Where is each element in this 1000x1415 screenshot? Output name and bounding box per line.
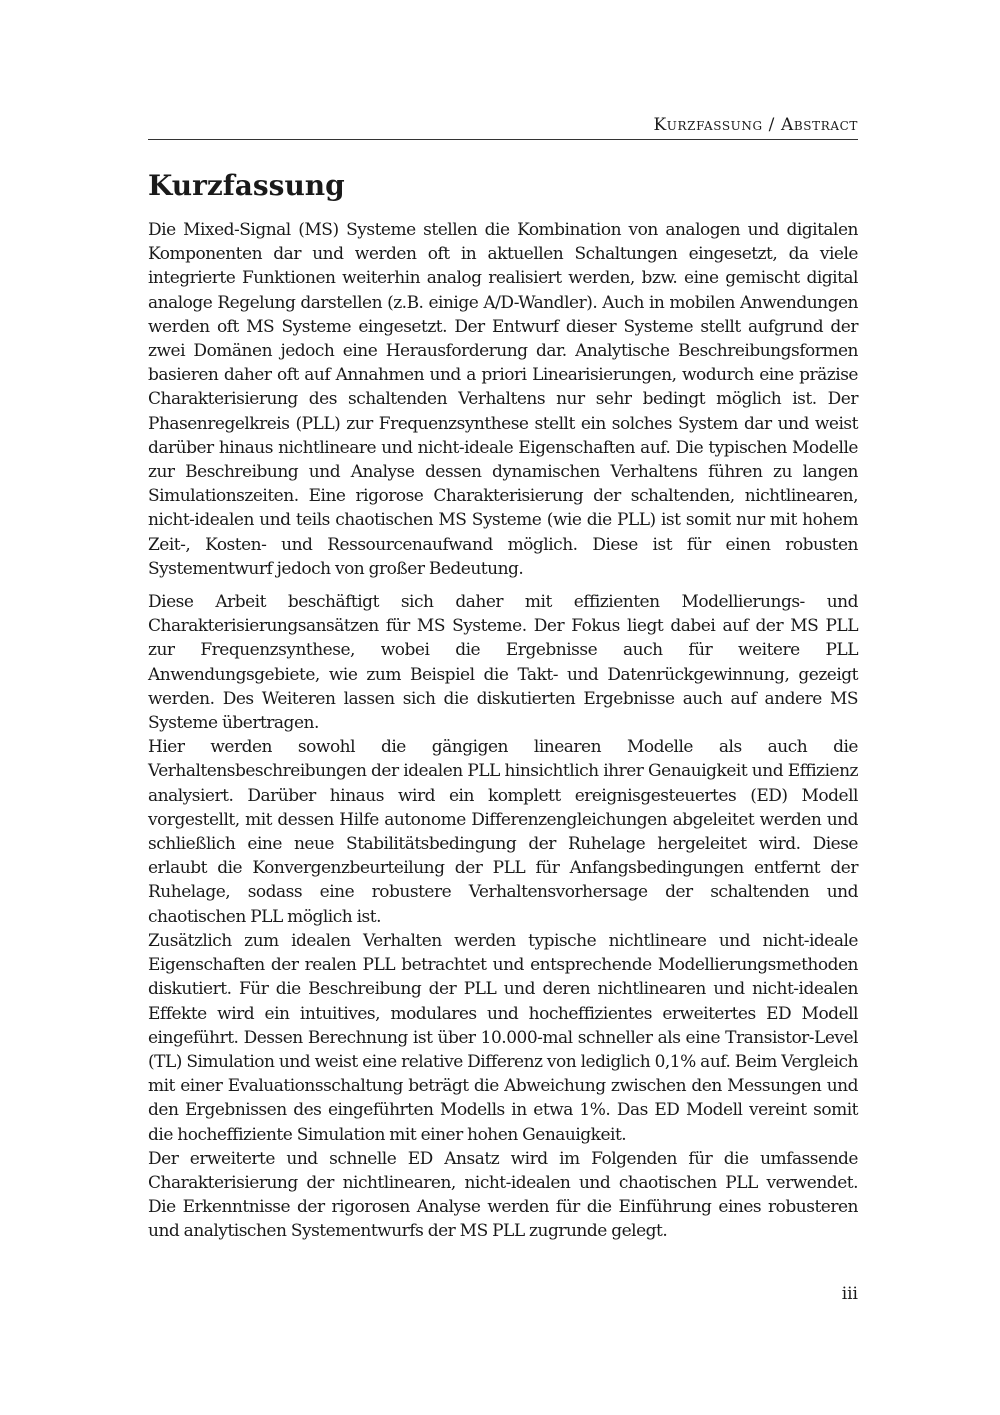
running-header-title: Kurzfassung / Abstract <box>653 115 858 135</box>
paragraph-4: Zusätzlich zum idealen Verhalten werden typische nichtlineare und nicht-ideale Eigenschaften der realen PLL betrachtet und entsprechende Modellierungsmethoden diskutiert. Für die Beschreibung der PLL und deren nichtlinearen und nicht-idealen Effekte wird ein intuitives, modulares und hocheffizientes erweitertes ED Modell eingeführt. Dessen Berechnung ist über 10.000-mal schneller als eine Transistor-Level (TL) Simulation und weist eine relative Differenz von lediglich 0,1% auf. Beim Vergleich mit einer Evaluationsschaltung beträgt die Abweichung zwischen den Messungen und den Ergebnissen des eingeführten Modells in etwa 1%. Das ED Modell vereint somit die hocheffiziente Simulation mit einer hohen Genauigkeit. <box>148 930 858 1145</box>
paragraph-1: Die Mixed-Signal (MS) Systeme stellen die Kombination von analogen und digitalen Komponenten dar und werden oft in aktuellen Schaltungen eingesetzt, da viele integrierte Funktionen weiterhin analog realisiert werden, bzw. eine gemischt digital analoge Regelung darstellen (z.B. einige A/D-Wandler). Auch in mobilen Anwendungen werden oft MS Systeme eingesetzt. Der Entwurf dieser Systeme stellt aufgrund der zwei Domänen jedoch eine Herausforderung dar. Analytische Beschreibungsformen basieren daher oft auf Annahmen und a priori Linearisierungen, wodurch eine präzise Charakterisierung des schaltenden Verhaltens nur sehr bedingt möglich ist. Der Phasenregelkreis (PLL) zur Frequenzsynthese stellt ein solches System dar und weist darüber hinaus nichtlineare und nicht-ideale Eigenschaften auf. Die typischen Modelle zur Beschreibung und Analyse dessen dynamischen Verhaltens führen zu langen Simulationszeiten. Eine rigorose Charakterisierung der schaltenden, nichtlinearen, nicht-idealen und teils chaotischen MS Systeme (wie die PLL) ist somit nur mit hohem Zeit-, Kosten- und Ressourcenaufwand möglich. Diese ist für einen robusten Systementwurf jedoch von großer Bedeutung. <box>148 220 858 579</box>
running-header <box>148 114 858 140</box>
paragraph-5: Der erweiterte und schnelle ED Ansatz wird im Folgenden für die umfassende Charakterisierung der nichtlinearen, nicht-idealen und chaotischen PLL verwendet. Die Erkenntnisse der rigorosen Analyse werden für die Einführung eines robusteren und analytischen Systementwurfs der MS PLL zugrunde gelegt. <box>148 1148 858 1242</box>
paragraph-3: Hier werden sowohl die gängigen linearen Modelle als auch die Verhaltensbeschreibungen der idealen PLL hinsichtlich ihrer Genauigkeit und Effizienz analysiert. Darüber hinaus wird ein komplett ereignisgesteuertes (ED) Modell vorgestellt, mit dessen Hilfe autonome Differenzengleichungen abgeleitet werden und schließlich eine neue Stabilitätsbedingung der Ruhelage hergeleitet wird. Diese erlaubt die Konvergenzbeurteilung der PLL für Anfangsbedingungen entfernt der Ruhelage, sodass eine robustere Verhaltensvorhersage der schaltenden und chaotischen PLL möglich ist. <box>148 737 858 927</box>
page-number: iii <box>841 1284 858 1304</box>
abstract-body <box>148 218 858 1244</box>
paragraph-2: Diese Arbeit beschäftigt sich daher mit effizienten Modellierungs- und Charakterisierungsansätzen für MS Systeme. Der Fokus liegt dabei auf der MS PLL zur Frequenzsynthese, wobei die Ergebnisse auch für weitere PLL Anwendungsgebiete, wie zum Beispiel die Takt- und Datenrückgewinnung, gezeigt werden. Des Weiteren lassen sich die diskutierten Ergebnisse auch auf andere MS Systeme übertragen. <box>148 592 858 734</box>
chapter-title: Kurzfassung <box>148 169 345 202</box>
